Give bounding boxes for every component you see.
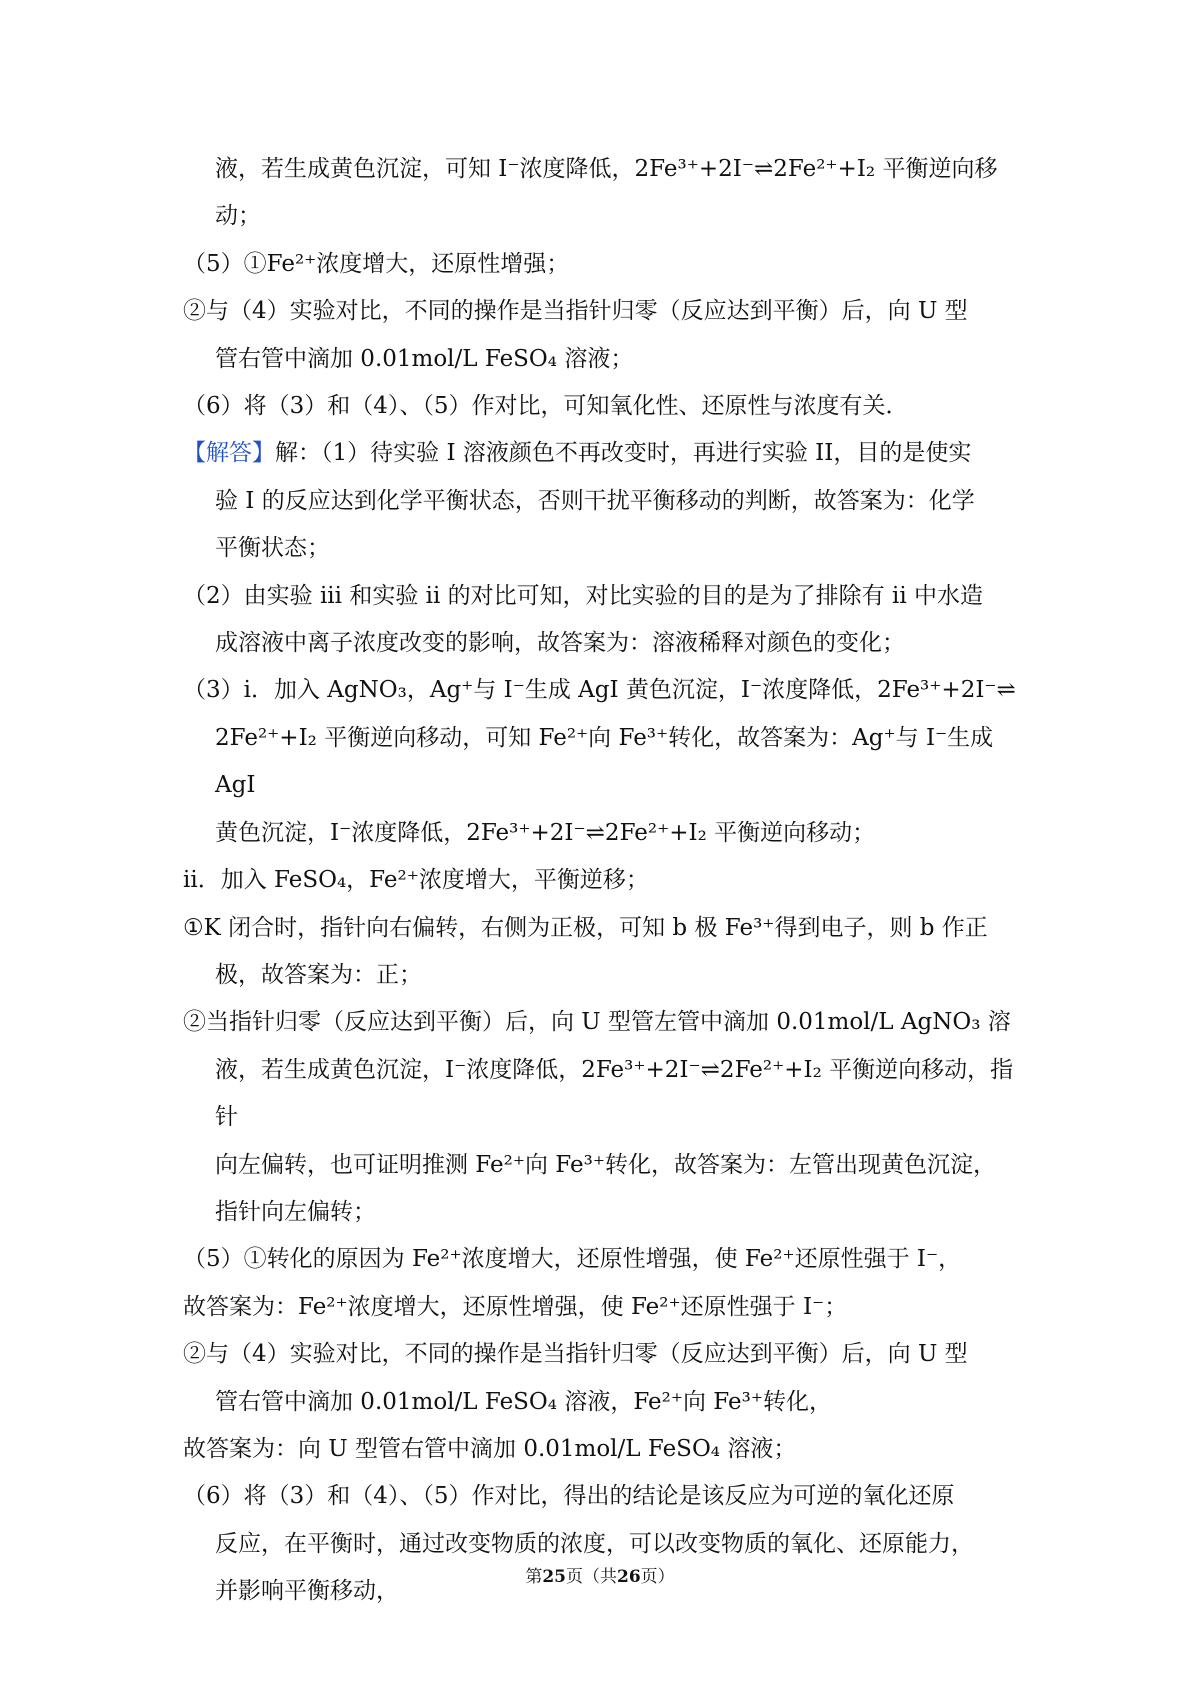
text-line-19: 液，若生成黄色沉淀，I⁻浓度降低，2Fe³⁺+2I⁻⇌2Fe²⁺+I₂ 平衡逆向移动，指针	[215, 1056, 1014, 1131]
answer-heading-line	[183, 430, 1023, 477]
answer-label: 【解答】	[183, 440, 275, 467]
text-line-3: （5）①Fe²⁺浓度增大，还原性增强；	[183, 250, 570, 277]
text-line-9: 平衡状态；	[215, 535, 330, 562]
text-line-28: 反应，在平衡时，通过改变物质的浓度，可以改变物质的氧化、还原能力，	[215, 1530, 974, 1557]
text-line-16: ①K 闭合时，指针向右偏转，右侧为正极，可知 b 极 Fe³⁺得到电子，则 b 作正	[183, 914, 988, 941]
answer-intro-text: 解：（1）待实验 I 溶液颜色不再改变时，再进行实验 II，目的是使实	[275, 440, 972, 467]
text-line-15: ii．加入 FeSO₄，Fe²⁺浓度增大，平衡逆移；	[183, 867, 649, 894]
text-line-17: 极，故答案为：正；	[215, 961, 422, 988]
text-line-29: 并影响平衡移动，	[215, 1578, 399, 1605]
page-footer	[0, 1562, 1200, 1587]
text-line-24: ②与（4）实验对比，不同的操作是当指针归零（反应达到平衡）后，向 U 型	[183, 1341, 968, 1368]
text-line-23: 故答案为：Fe²⁺浓度增大，还原性增强，使 Fe²⁺还原性强于 I⁻；	[183, 1293, 848, 1320]
text-line-2: 动；	[215, 203, 261, 230]
text-line-27: （6）将（3）和（4）、（5）作对比，得出的结论是该反应为可逆的氧化还原	[183, 1483, 955, 1510]
text-line-4: ②与（4）实验对比，不同的操作是当指针归零（反应达到平衡）后，向 U 型	[183, 298, 968, 325]
footer-middle: 页（共	[566, 1567, 617, 1587]
text-line-11: 成溶液中离子浓度改变的影响，故答案为：溶液稀释对颜色的变化；	[215, 630, 905, 657]
text-line-22: （5）①转化的原因为 Fe²⁺浓度增大，还原性增强，使 Fe²⁺还原性强于 I⁻，	[183, 1246, 962, 1273]
text-line-18: ②当指针归零（反应达到平衡）后，向 U 型管左管中滴加 0.01mol/L AgNO₃ 溶	[183, 1009, 1011, 1036]
footer-prefix: 第	[525, 1567, 543, 1587]
text-line-25: 管右管中滴加 0.01mol/L FeSO₄ 溶液，Fe²⁺向 Fe³⁺转化，	[215, 1388, 832, 1415]
document-body	[183, 146, 1023, 1616]
text-line-1: 液，若生成黄色沉淀，可知 I⁻浓度降低，2Fe³⁺+2I⁻⇌2Fe²⁺+I₂ 平衡逆向移	[215, 156, 998, 182]
text-line-26: 故答案为：向 U 型管右管中滴加 0.01mol/L FeSO₄ 溶液；	[183, 1435, 797, 1462]
page-number: 25	[542, 1567, 566, 1587]
page-total: 26	[617, 1567, 641, 1587]
text-line-10: （2）由实验 iii 和实验 ii 的对比可知，对比实验的目的是为了排除有 ii 中水造	[183, 582, 983, 609]
text-line-12: （3）i．加入 AgNO₃，Ag⁺与 I⁻生成 AgI 黄色沉淀，I⁻浓度降低，2Fe³⁺+2I⁻⇌	[183, 677, 1016, 704]
text-line-5: 管右管中滴加 0.01mol/L FeSO₄ 溶液；	[215, 345, 634, 372]
footer-suffix: 页）	[640, 1567, 675, 1587]
text-line-21: 指针向左偏转；	[215, 1198, 376, 1225]
text-line-20: 向左偏转，也可证明推测 Fe²⁺向 Fe³⁺转化，故答案为：左管出现黄色沉淀，	[215, 1151, 996, 1178]
text-line-8: 验 I 的反应达到化学平衡状态，否则干扰平衡移动的判断，故答案为：化学	[215, 487, 975, 514]
text-line-6: （6）将（3）和（4）、（5）作对比，可知氧化性、还原性与浓度有关．	[183, 393, 909, 420]
text-line-14: 黄色沉淀，I⁻浓度降低，2Fe³⁺+2I⁻⇌2Fe²⁺+I₂ 平衡逆向移动；	[215, 819, 876, 846]
text-line-13: 2Fe²⁺+I₂ 平衡逆向移动，可知 Fe²⁺向 Fe³⁺转化，故答案为：Ag⁺与 I⁻生成 AgI	[215, 724, 994, 799]
